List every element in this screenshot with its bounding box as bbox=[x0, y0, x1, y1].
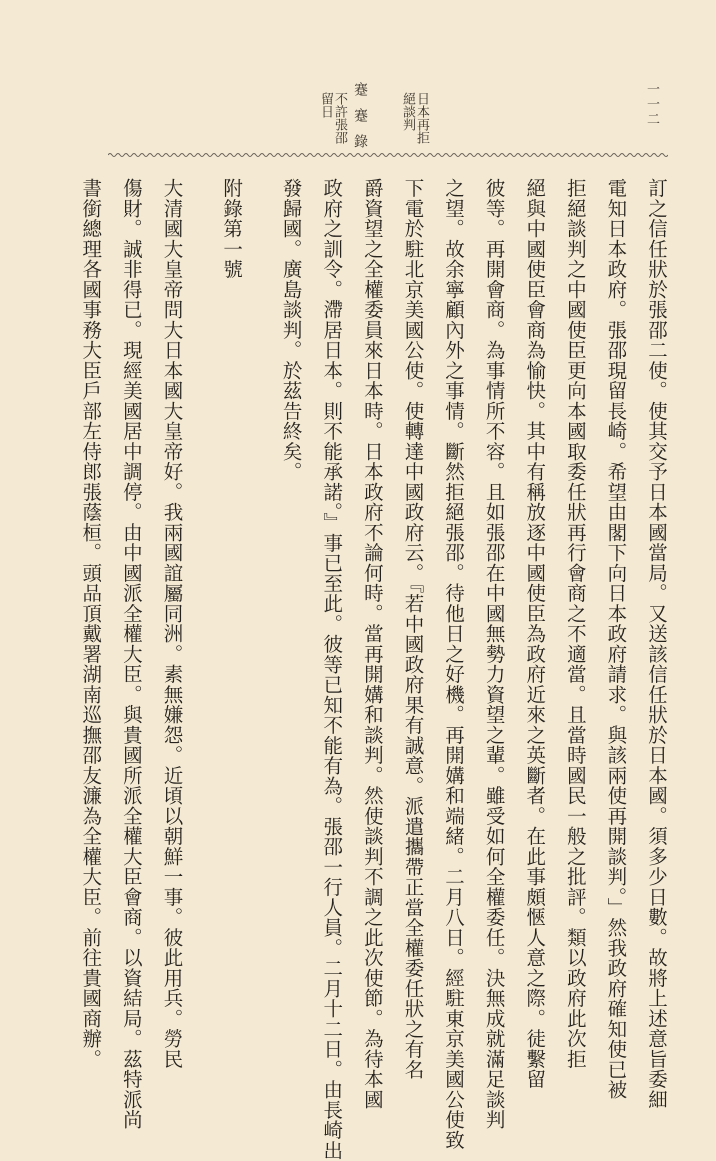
text-column: 之望。故余寧顧內外之事情。斷然拒絕張邵。待他日之好機。再開媾和端緒。二月八日。經駐東京美國公使致 bbox=[442, 178, 466, 1150]
margin-note-line: 留日 bbox=[318, 92, 333, 118]
text-column: 彼等。再開會商。為事情所不容。且如張邵在中國無勢力資望之輩。雖受如何全權委任。決無成就滿足談判 bbox=[482, 178, 506, 1130]
text-column: 大清國大皇帝問大日本國大皇帝好。我兩國誼屬同洲。素無嫌怨。近頃以朝鮮一事。彼此用兵。勞民 bbox=[160, 178, 184, 1069]
text-column: 訂之信任狀於張邵二使。使其交予日本國當局。又送該信任狀於日本國。須多少日數。故將上述意旨委細 bbox=[645, 178, 668, 1110]
margin-note-line: 不許張邵 bbox=[332, 92, 347, 144]
text-column: 下電於駐北京美國公使。使轉達中國政府云。『若中國政府果有誠意。派遣攜帶正當全權委任狀之有名 bbox=[401, 178, 425, 1080]
text-column: 爵資望之全權委員來日本時。日本政府不論何時。當再開媾和談判。然使談判不調之此次使節。為待本國 bbox=[360, 178, 384, 1110]
wavy-divider bbox=[108, 150, 668, 160]
text-column: 傷財。誠非得已。現經美國居中調停。由中國派全權大臣。與貴國所派全權大臣會商。以資結局。茲特派尚 bbox=[119, 178, 143, 1130]
text-column: 書銜總理各國事務大臣戶部左侍郎張蔭桓。頭品頂戴署湖南巡撫邵友濂為全權大臣。前往貴國商辦。 bbox=[79, 178, 103, 1069]
margin-note-stay-refused bbox=[318, 92, 346, 156]
margin-note-rejection bbox=[400, 92, 428, 156]
body-text bbox=[79, 178, 676, 1161]
text-column: 拒絕談判之中國使臣更向本國取委任狀再行會商之不適當。且當時國民一般之批評。類以政府此次拒 bbox=[563, 178, 587, 1069]
text-column: 政府之訓令。滯居日本。則不能承諾。』事已至此。彼等已知不能有為。張邵一行人員。二月十二日。由長崎出 bbox=[320, 178, 344, 1161]
page-number: 一一二 bbox=[644, 82, 659, 127]
text-column: 絕與中國使臣會商為愉快。其中有稱放逐中國使臣為政府近來之英斷者。在此事頗愜人意之際。徒繫留 bbox=[523, 178, 547, 1090]
running-header-title: 蹇蹇錄 bbox=[352, 82, 368, 160]
margin-note-line: 日本再拒 bbox=[414, 92, 429, 144]
appendix-heading: 附錄第一號 bbox=[220, 178, 244, 280]
margin-note-line: 絕談判 bbox=[400, 92, 415, 131]
text-column: 發歸國。廣島談判。於茲告終矣。 bbox=[279, 178, 303, 482]
text-column: 電知日本政府。張邵現留長崎。希望由閣下向日本政府請求。與該兩使再開談判。」然我政府確知使已被 bbox=[604, 178, 628, 1100]
